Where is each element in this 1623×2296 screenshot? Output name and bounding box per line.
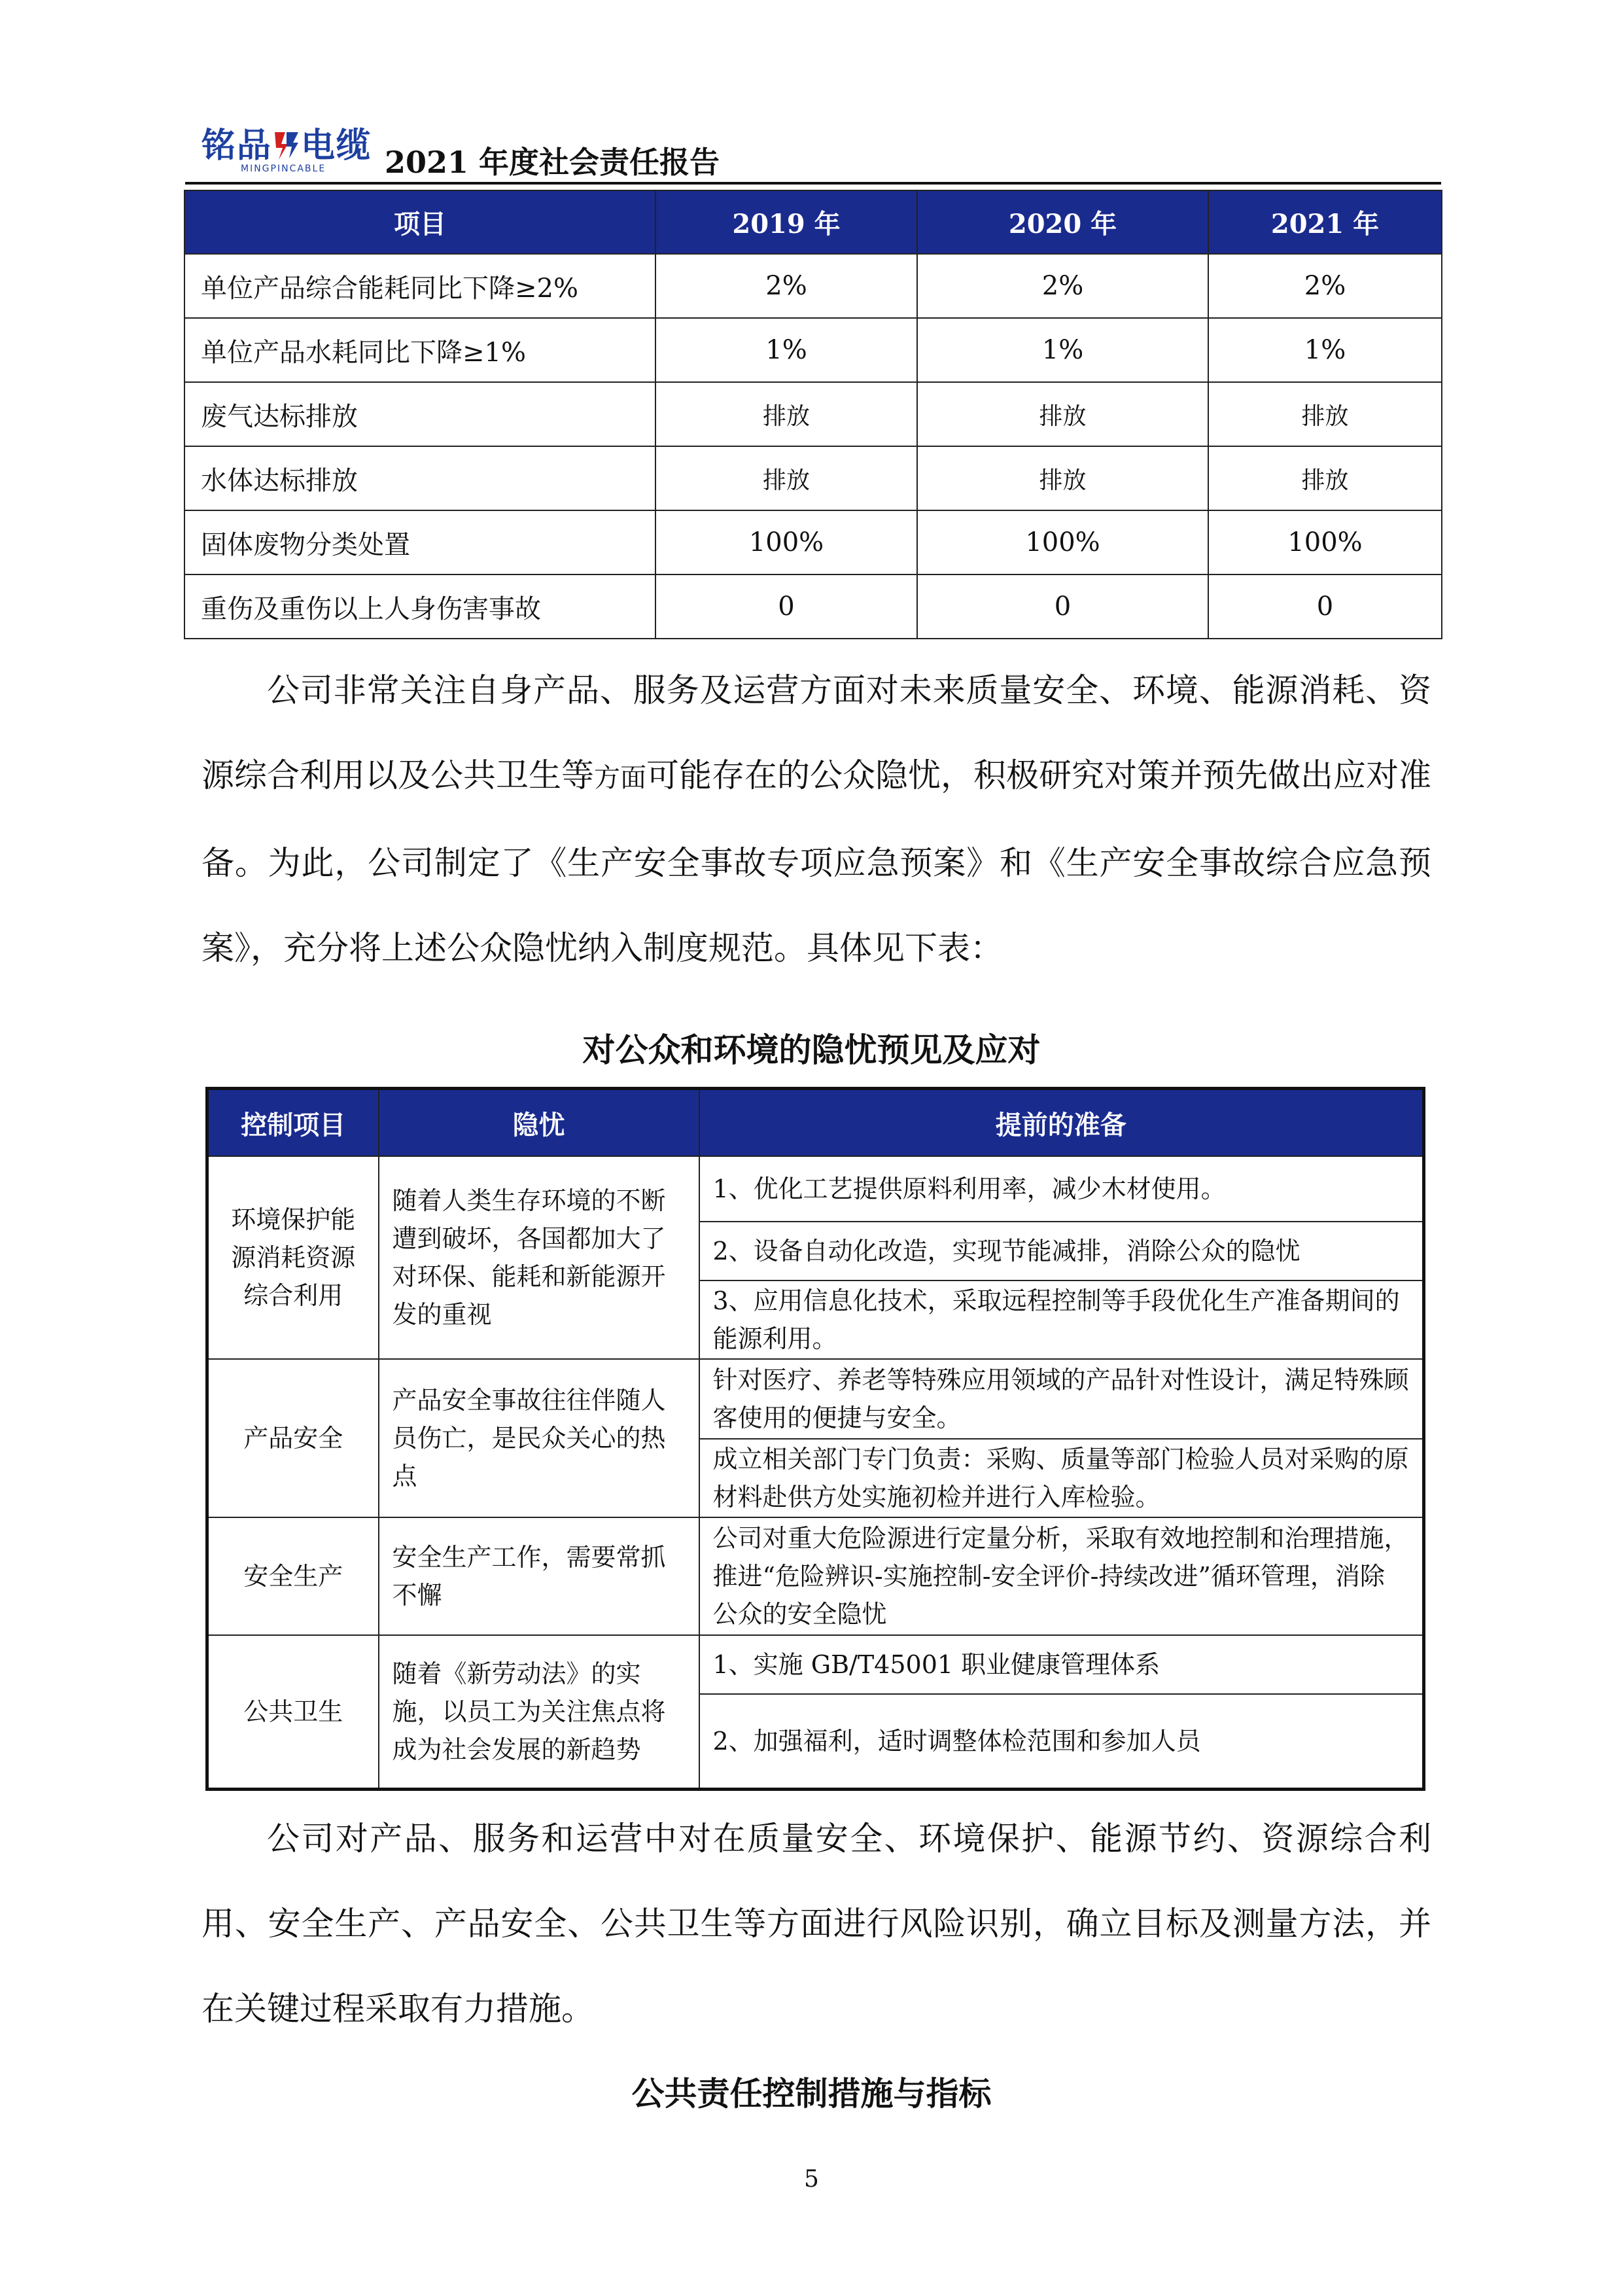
cell-2021: 0 [1208, 574, 1442, 639]
row-label: 固体废物分类处置 [184, 510, 655, 574]
row-label: 重伤及重伤以上人身伤害事故 [184, 574, 655, 639]
table-row [184, 446, 1442, 510]
page-number: 5 [804, 2166, 819, 2193]
preparation-item: 3、应用信息化技术，采取远程控制等手段优化生产准备期间的能源利用。 [699, 1280, 1424, 1359]
control-item: 安全生产 [207, 1517, 379, 1635]
logo-text-left: 铭品 [201, 126, 273, 166]
control-item: 环境保护能源消耗资源综合利用 [207, 1156, 379, 1359]
report-title: 2021 年度社会责任报告 [385, 145, 720, 180]
risk-description: 随着《新劳动法》的实施，以员工为关注焦点将成为社会发展的新趋势 [379, 1635, 699, 1789]
table-row [207, 1635, 1424, 1694]
row-label: 废气达标排放 [184, 382, 655, 446]
lightning-icon [272, 130, 301, 161]
row-label: 单位产品水耗同比下降≥1% [184, 318, 655, 382]
cell-2019: 100% [655, 510, 917, 574]
public-risk-table [205, 1087, 1425, 1791]
control-item: 产品安全 [207, 1359, 379, 1517]
table-row [184, 382, 1442, 446]
cell-2021: 2% [1208, 254, 1442, 318]
cell-2021: 排放 [1208, 382, 1442, 446]
column-header: 控制项目 [207, 1089, 379, 1157]
cell-2020: 100% [917, 510, 1208, 574]
control-item: 公共卫生 [207, 1635, 379, 1789]
column-header: 2021 年 [1208, 190, 1442, 254]
preparation-item: 公司对重大危险源进行定量分析，采取有效地控制和治理措施，推进“危险辨识-实施控制-安全评价-持续改进”循环管理，消除公众的安全隐忧 [699, 1517, 1424, 1635]
page-header [185, 111, 1441, 190]
table2-title: 对公众和环境的隐忧预见及应对 [582, 1031, 1041, 1069]
cell-2020: 0 [917, 574, 1208, 639]
column-header: 隐忧 [379, 1089, 699, 1157]
column-header: 提前的准备 [699, 1089, 1424, 1157]
table-row [184, 318, 1442, 382]
table-row [184, 574, 1442, 639]
preparation-item: 2、设备自动化改造，实现节能减排，消除公众的隐忧 [699, 1222, 1424, 1280]
table-row [207, 1156, 1424, 1222]
logo-subtitle: MINGPINCABLE [241, 164, 326, 174]
risk-description: 产品安全事故往往伴随人员伤亡，是民众关心的热点 [379, 1359, 699, 1517]
preparation-item: 2、加强福利，适时调整体检范围和参加人员 [699, 1694, 1424, 1789]
preparation-item: 针对医疗、养老等特殊应用领域的产品针对性设计，满足特殊顾客使用的便捷与安全。 [699, 1359, 1424, 1439]
environment-indicators-table [184, 190, 1442, 639]
preparation-item: 1、实施 GB/T45001 职业健康管理体系 [699, 1635, 1424, 1694]
cell-2020: 排放 [917, 446, 1208, 510]
cell-2020: 1% [917, 318, 1208, 382]
column-header: 2019 年 [655, 190, 917, 254]
table-row [184, 254, 1442, 318]
risk-description: 安全生产工作，需要常抓不懈 [379, 1517, 699, 1635]
cell-2019: 排放 [655, 382, 917, 446]
cell-2021: 排放 [1208, 446, 1442, 510]
risk-description: 随着人类生存环境的不断遭到破坏，各国都加大了对环保、能耗和新能源开发的重视 [379, 1156, 699, 1359]
preparation-item: 成立相关部门专门负责：采购、质量等部门检验人员对采购的原材料赴供方处实施初检并进行入库检验。 [699, 1439, 1424, 1517]
cell-2021: 1% [1208, 318, 1442, 382]
company-logo [201, 118, 372, 177]
row-label: 单位产品综合能耗同比下降≥2% [184, 254, 655, 318]
header-divider [185, 182, 1441, 185]
logo-text-right: 电缆 [301, 126, 372, 166]
cell-2020: 排放 [917, 382, 1208, 446]
cell-2019: 1% [655, 318, 917, 382]
column-header: 2020 年 [917, 190, 1208, 254]
cell-2019: 2% [655, 254, 917, 318]
column-header: 项目 [184, 190, 655, 254]
table-row [207, 1517, 1424, 1635]
table-header-row [207, 1089, 1424, 1157]
preparation-item: 1、优化工艺提供原料利用率，减少木材使用。 [699, 1156, 1424, 1222]
risk-identification-paragraph: 公司对产品、服务和运营中对在质量安全、环境保护、能源节约、资源综合利用、安全生产、产品安全、公共卫生等方面进行风险识别，确立目标及测量方法，并在关键过程采取有力措施。 [201, 1820, 1431, 2028]
table-row [207, 1359, 1424, 1439]
table-header-row [184, 190, 1442, 254]
cell-2019: 排放 [655, 446, 917, 510]
cell-2019: 0 [655, 574, 917, 639]
row-label: 水体达标排放 [184, 446, 655, 510]
intro-paragraph: 公司非常关注自身产品、服务及运营方面对未来质量安全、环境、能源消耗、资源综合利用以及公共卫生等方面可能存在的公众隐忧，积极研究对策并预先做出应对准备。为此，公司制定了《生产安全事故专项应急预案》和《生产安全事故综合应急预案》，充分将上述公众隐忧纳入制度规范。具体见下表： [201, 671, 1431, 967]
table-row [184, 510, 1442, 574]
cell-2020: 2% [917, 254, 1208, 318]
cell-2021: 100% [1208, 510, 1442, 574]
section-title-public-responsibility: 公共责任控制措施与指标 [631, 2074, 992, 2113]
